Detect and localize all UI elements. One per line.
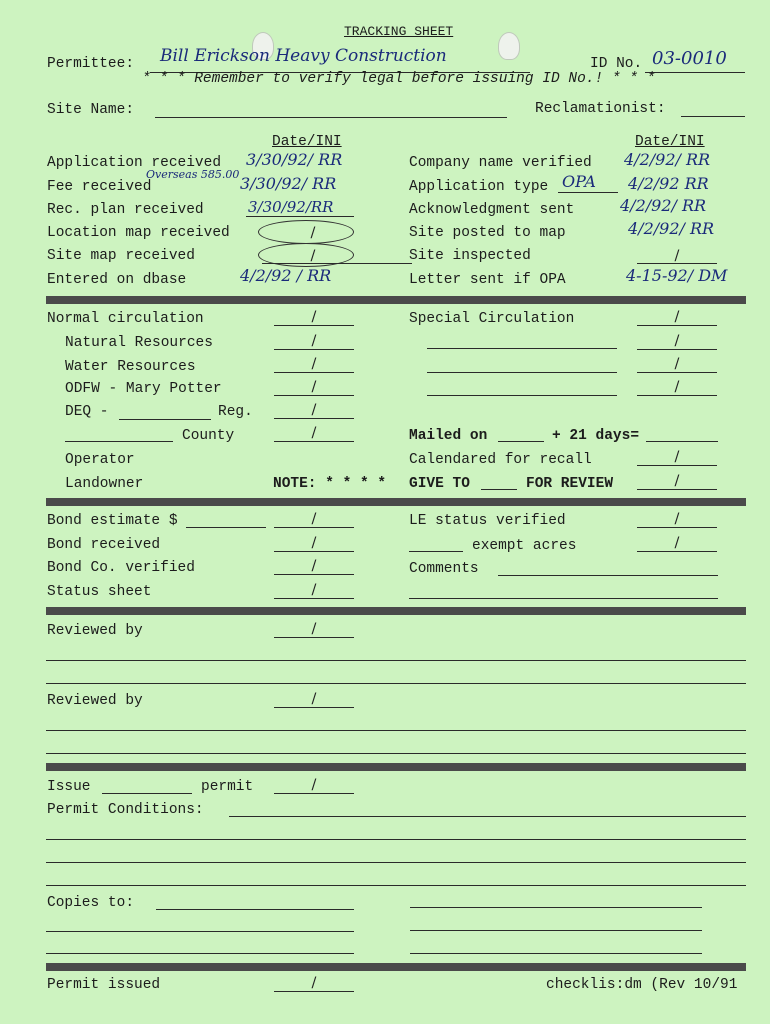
give-to-label: GIVE TO	[409, 476, 470, 492]
section-divider-5	[46, 963, 746, 971]
issue-label: Issue	[47, 779, 91, 795]
slash-field-mark: /	[311, 379, 317, 395]
slash-field-line	[274, 707, 354, 708]
note-label: NOTE: * * * *	[273, 476, 387, 492]
slash-field-mark: /	[674, 473, 680, 489]
letter-opa-value: 4-15-92/ DM	[626, 266, 728, 285]
permit-label: permit	[201, 779, 254, 795]
odfw-label: ODFW - Mary Potter	[65, 381, 222, 397]
slash-field-line	[637, 465, 717, 466]
slash-field-line	[274, 441, 354, 442]
site-inspected-label: Site inspected	[409, 248, 531, 264]
bond-estimate-label: Bond estimate $	[47, 513, 178, 529]
slash-field-line	[274, 395, 354, 396]
fee-received-value: 3/30/92/ RR	[240, 174, 337, 193]
site-posted-value: 4/2/92/ RR	[628, 219, 715, 238]
slash-field-line	[274, 574, 354, 575]
calendared-label: Calendared for recall	[409, 452, 592, 468]
natural-resources-label: Natural Resources	[65, 335, 213, 351]
slash-field-mark: /	[674, 379, 680, 395]
slash-field-mark: /	[311, 621, 317, 637]
acknowledgment-label: Acknowledgment sent	[409, 202, 575, 218]
slash-field-mark: /	[311, 975, 317, 991]
slash-field-mark: /	[311, 333, 317, 349]
application-type-date: 4/2/92 RR	[628, 174, 709, 193]
site-inspected-value: /	[674, 248, 680, 264]
county-label: County	[182, 428, 235, 444]
fee-received-note: Overseas 585.00	[146, 168, 240, 181]
location-map-label: Location map received	[47, 225, 230, 241]
permit-conditions-label: Permit Conditions:	[47, 802, 204, 818]
reviewed-by-label-1: Reviewed by	[47, 623, 143, 639]
slash-field-mark: /	[311, 511, 317, 527]
application-received-value: 3/30/92/ RR	[246, 150, 343, 169]
special-circulation-label: Special Circulation	[409, 311, 575, 327]
slash-field-mark: /	[311, 402, 317, 418]
normal-circulation-label: Normal circulation	[47, 311, 204, 327]
exempt-acres-label: exempt acres	[472, 538, 577, 554]
slash-field-line	[274, 991, 354, 992]
slash-field-mark: /	[674, 309, 680, 325]
operator-label: Operator	[65, 452, 135, 468]
slash-field-mark: /	[674, 535, 680, 551]
deq-label: DEQ -	[65, 404, 109, 420]
slash-field-mark: /	[311, 425, 317, 441]
plus-21-days-label: + 21 days=	[552, 428, 640, 444]
slash-field-mark: /	[674, 511, 680, 527]
mailed-on-label: Mailed on	[409, 428, 488, 444]
slash-field-line	[274, 349, 354, 350]
section-divider-4	[46, 763, 746, 771]
reminder-text: * * * Remember to verify legal before issuing ID No.! * * *	[142, 71, 656, 87]
slash-field-line	[274, 418, 354, 419]
letter-opa-label: Letter sent if OPA	[409, 272, 566, 288]
copies-to-label: Copies to:	[47, 895, 135, 911]
permittee-value: Bill Erickson Heavy Construction	[160, 46, 447, 66]
slash-field-line	[274, 527, 354, 528]
rec-plan-label: Rec. plan received	[47, 202, 204, 218]
id-label: ID No.	[590, 56, 643, 72]
application-type-label: Application type	[409, 179, 549, 195]
slash-field-mark: /	[311, 558, 317, 574]
page-title: TRACKING SHEET	[344, 24, 454, 39]
section-divider-3	[46, 607, 746, 615]
slash-field-line	[637, 551, 717, 552]
reviewed-by-label-2: Reviewed by	[47, 693, 143, 709]
fee-received-label: Fee received	[47, 179, 152, 195]
site-posted-label: Site posted to map	[409, 225, 566, 241]
slash-field-line	[637, 372, 717, 373]
slash-field-line	[274, 551, 354, 552]
slash-field-mark: /	[674, 449, 680, 465]
acknowledgment-value: 4/2/92/ RR	[620, 196, 707, 215]
permittee-label: Permittee:	[47, 56, 135, 72]
slash-field-line	[274, 372, 354, 373]
comments-label: Comments	[409, 561, 479, 577]
slash-field-mark: /	[674, 333, 680, 349]
slash-field-mark: /	[311, 356, 317, 372]
section-divider-2	[46, 498, 746, 506]
slash-field-mark: /	[674, 356, 680, 372]
rec-plan-value: 3/30/92/RR	[248, 198, 334, 216]
slash-field-line	[637, 527, 717, 528]
reclamationist-label: Reclamationist:	[535, 101, 666, 117]
water-resources-label: Water Resources	[65, 359, 196, 375]
id-value: 03-0010	[652, 48, 727, 69]
bond-co-verified-label: Bond Co. verified	[47, 560, 195, 576]
slash-field-line	[274, 598, 354, 599]
slash-field-line	[637, 349, 717, 350]
slash-field-line	[637, 395, 717, 396]
bond-received-label: Bond received	[47, 537, 161, 553]
punch-hole-right	[498, 32, 520, 60]
permit-issued-label: Permit issued	[47, 977, 161, 993]
date-header-left: Date/INI	[272, 134, 342, 150]
landowner-label: Landowner	[65, 476, 144, 492]
slash-field-mark: /	[311, 309, 317, 325]
slash-field-mark: /	[311, 582, 317, 598]
site-name-label: Site Name:	[47, 102, 135, 118]
application-received-label: Application received	[47, 155, 222, 171]
application-type-value: OPA	[562, 172, 596, 191]
le-status-label: LE status verified	[409, 513, 566, 529]
slash-field-line	[274, 325, 354, 326]
section-divider-1	[46, 296, 746, 304]
site-map-label: Site map received	[47, 248, 195, 264]
for-review-label: FOR REVIEW	[526, 476, 614, 492]
revision-label: checklis:dm (Rev 10/91	[546, 977, 738, 993]
slash-field-line	[637, 325, 717, 326]
status-sheet-label: Status sheet	[47, 584, 152, 600]
site-map-value: /	[310, 248, 316, 264]
entered-dbase-value: 4/2/92 / RR	[240, 266, 332, 285]
entered-dbase-label: Entered on dbase	[47, 272, 187, 288]
location-map-value: /	[310, 225, 316, 241]
company-verified-label: Company name verified	[409, 155, 592, 171]
date-header-right: Date/INI	[635, 134, 705, 150]
slash-field-line	[274, 637, 354, 638]
slash-field-line	[274, 793, 354, 794]
slash-field-mark: /	[311, 535, 317, 551]
slash-field-mark: /	[311, 691, 317, 707]
slash-field-mark: /	[311, 777, 317, 793]
slash-field-line	[637, 489, 717, 490]
reg-label: Reg.	[218, 404, 253, 420]
company-verified-value: 4/2/92/ RR	[624, 150, 711, 169]
